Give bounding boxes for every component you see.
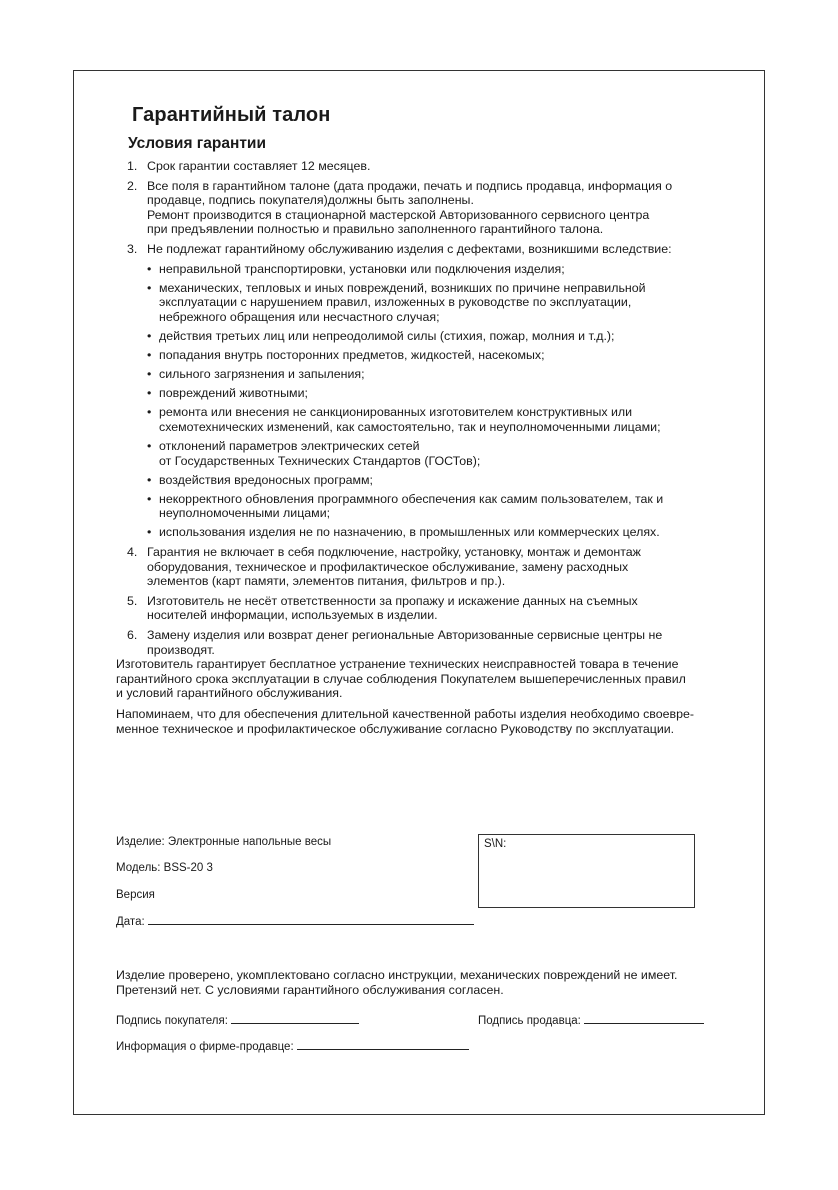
condition-item: 4. Гарантия не включает в себя подключение, настройку, установку, монтаж и демонтаж оборудования, техническое и профилактическое обслуживание, замену расходных элементов (карт памяти, элементов питания, фильтров и пр.).: [127, 545, 641, 589]
list-item: • воздействия вредоносных программ;: [147, 473, 716, 488]
list-item: • механических, тепловых и иных повреждений, возникших по причине неправильной эксплуатации с нарушением правил, изложенных в руководстве по эксплуатации, небрежного обращения или несчастного случая;: [147, 281, 716, 325]
date-label: Дата:: [116, 916, 145, 928]
buyer-signature-field[interactable]: [116, 1013, 359, 1027]
buyer-signature-label: Подпись покупателя:: [116, 1015, 228, 1027]
seller-info-line[interactable]: [297, 1039, 469, 1050]
serial-number-label: S\N:: [484, 838, 507, 850]
seller-signature-label: Подпись продавца:: [478, 1015, 581, 1027]
list-item: • ремонта или внесения не санкционированных изготовителем конструктивных или схемотехнических изменений, как самостоятельно, так и неуполномоченными лицами;: [147, 405, 716, 434]
warranty-content: [116, 104, 716, 742]
seller-info-field[interactable]: [116, 1039, 469, 1053]
condition-item: 1. Срок гарантии составляет 12 месяцев.: [127, 159, 371, 173]
list-item: • неправильной транспортировки, установки или подключения изделия;: [147, 262, 716, 277]
serial-number-box[interactable]: [478, 834, 695, 908]
condition-item: 2. Все поля в гарантийном талоне (дата продажи, печать и подпись продавца, информация о продавце, подпись покупателя)должны быть заполнены. Ремонт производится в стационарной мастерской Авторизованного сервисного центра при предъявлении полностью и правильно заполненного гарантийного талона.: [127, 178, 673, 237]
list-item: • отклонений параметров электрических сетей от Государственных Технических Стандартов (ГОСТов);: [147, 439, 716, 468]
list-item: • использования изделия не по назначению, в промышленных или коммерческих целях.: [147, 525, 716, 540]
exclusions-list: [147, 262, 716, 541]
list-item: • некорректного обновления программного обеспечения как самим пользователем, так и неуполномоченными лицами;: [147, 492, 716, 521]
product-field: Изделие: Электронные напольные весы: [116, 836, 332, 848]
buyer-signature-line[interactable]: [231, 1013, 359, 1024]
seller-signature-field[interactable]: [478, 1013, 704, 1027]
list-item: • повреждений животными;: [147, 386, 716, 401]
version-field: Версия: [116, 889, 155, 901]
condition-item: 5. Изготовитель не несёт ответственности за пропажу и искажение данных на съемных носителей информации, используемых в изделии.: [127, 593, 638, 623]
list-item: • сильного загрязнения и запыления;: [147, 367, 716, 382]
date-field[interactable]: [116, 914, 474, 928]
list-item: • действия третьих лиц или непреодолимой силы (стихия, пожар, молния и т.д.);: [147, 329, 716, 344]
guarantee-paragraph: Изготовитель гарантирует бесплатное устранение технических неисправностей товара в течение гарантийного срока эксплуатации в случае соблюдения Покупателем вышеперечисленных правил и условий гарантийного обслуживания.: [116, 657, 686, 701]
condition-item: 3. Не подлежат гарантийному обслуживанию изделия с дефектами, возникшими вследствие: • неправильной транспортировки, установки или подключения изделия; • механических, тепловых и иных повреждений, возникших по причине неправильной эксплуатации с нарушением правил, изложенных в руководстве по эксплуатации, небрежного обращения или несчастного случая; • действия третьих лиц или непреодолимой силы (стихия, пожар, молния и т.д.); • попадания внутрь посторонних предметов, жидкостей, насекомых; • сильного загрязнения и запыления; • повреждений животными; • ремонта или внесения не санкционированных изготовителем конструктивных или схемотехнических изменений, как самостоятельно, так и неуполномоченными лицами; • отклонений параметров электрических сетей от Государственных Технических Стандартов (ГОСТов); • воздействия вредоносных программ; • некорректного обновления программного обеспечения как самим пользователем, так и неуполномоченными лицами; • использования изделия не по назначению, в промышленных или коммерческих целях.: [116, 242, 716, 540]
seller-info-label: Информация о фирме-продавце:: [116, 1041, 294, 1053]
condition-item: 6. Замену изделия или возврат денег региональные Авторизованные сервисные центры не производят.: [127, 628, 663, 657]
conditions-list: [116, 159, 716, 657]
model-field: Модель: BSS-20 3: [116, 862, 213, 874]
seller-signature-line[interactable]: [584, 1013, 704, 1024]
date-line[interactable]: [148, 914, 474, 925]
page-title: Гарантийный талон: [132, 104, 331, 126]
list-item: • попадания внутрь посторонних предметов, жидкостей, насекомых;: [147, 348, 716, 363]
confirmation-statement: Изделие проверено, укомплектовано согласно инструкции, механических повреждений не имеет. Претензий нет. С условиями гарантийного обслуживания согласен.: [116, 968, 678, 997]
maintenance-paragraph: Напоминаем, что для обеспечения длительной качественной работы изделия необходимо своевре- менное техническое и профилактическое обслуживание согласно Руководству по эксплуатации.: [116, 707, 694, 736]
section-title: Условия гарантии: [128, 135, 266, 152]
